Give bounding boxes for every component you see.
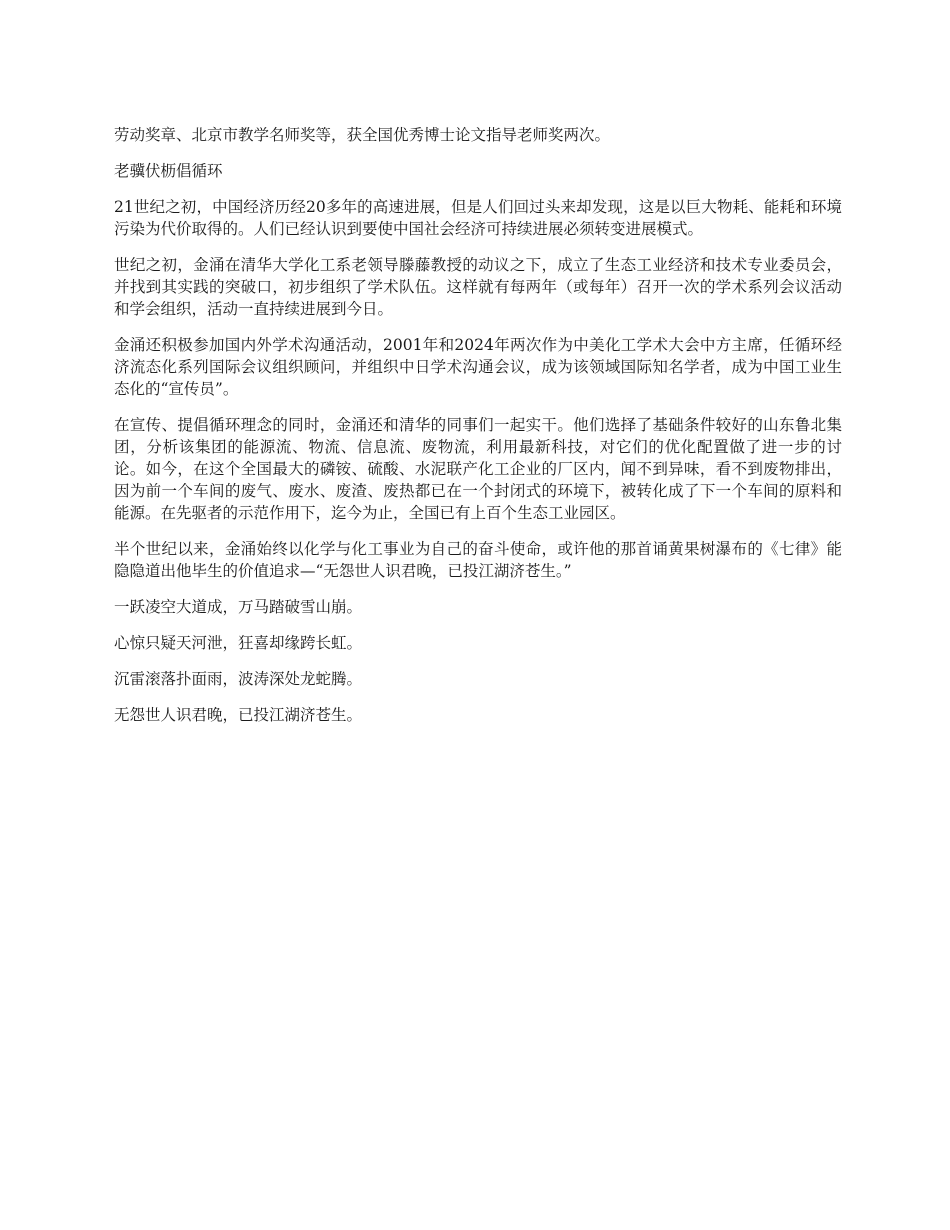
paragraph-award: 劳动奖章、北京市教学名师奖等，获全国优秀博士论文指导老师奖两次。 [114,126,611,144]
poem-line-3: 沉雷滚落扑面雨，波涛深处龙蛇腾。 [114,670,363,688]
poem-line-1: 一跃凌空大道成，万马踏破雪山崩。 [114,598,363,616]
paragraph-exchange: 金涌还积极参加国内外学术沟通活动，2001年和2024年两次作为中美化工学术大会中方主席，任循环经济流态化系列国际会议组织顾问，并组织中日学术沟通会议，成为该领域国际知名学者，成为中国工业生态化的“宣传员”。 [114,336,842,398]
paragraph-mission: 半个世纪以来，金涌始终以化学与化工事业为自己的奋斗使命，或许他的那首诵黄果树瀑布的《七律》能隐隐道出他毕生的价值追求—“无怨世人识君晚，已投江湖济苍生。” [114,540,842,580]
section-heading: 老骥伏枥倡循环 [114,162,223,180]
paragraph-committee: 世纪之初，金涌在清华大学化工系老领导滕藤教授的动议之下，成立了生态工业经济和技术专业委员会，并找到其实践的突破口，初步组织了学术队伍。这样就有每两年（或每年）召开一次的学术系列会议活动和学会组织，活动一直持续进展到今日。 [114,256,842,318]
document-body [114,124,842,740]
paragraph-practice: 在宣传、提倡循环理念的同时，金涌还和清华的同事们一起实干。他们选择了基础条件较好的山东鲁北集团，分析该集团的能源流、物流、信息流、废物流，利用最新科技，对它们的优化配置做了进一步的讨论。如今，在这个全国最大的磷铵、硫酸、水泥联产化工企业的厂区内，闻不到异味，看不到废物排出，因为前一个车间的废气、废水、废渣、废热都已在一个封闭式的环境下，被转化成了下一个车间的原料和能源。在先驱者的示范作用下，迄今为止，全国已有上百个生态工业园区。 [114,416,842,522]
paragraph-economy: 21世纪之初，中国经济历经20多年的高速进展，但是人们回过头来却发现，这是以巨大物耗、能耗和环境污染为代价取得的。人们已经认识到要使中国社会经济可持续进展必须转变进展模式。 [114,198,842,238]
poem-line-2: 心惊只疑天河泄，狂喜却缘跨长虹。 [114,634,363,652]
poem-line-4: 无怨世人识君晚，已投江湖济苍生。 [114,706,363,724]
